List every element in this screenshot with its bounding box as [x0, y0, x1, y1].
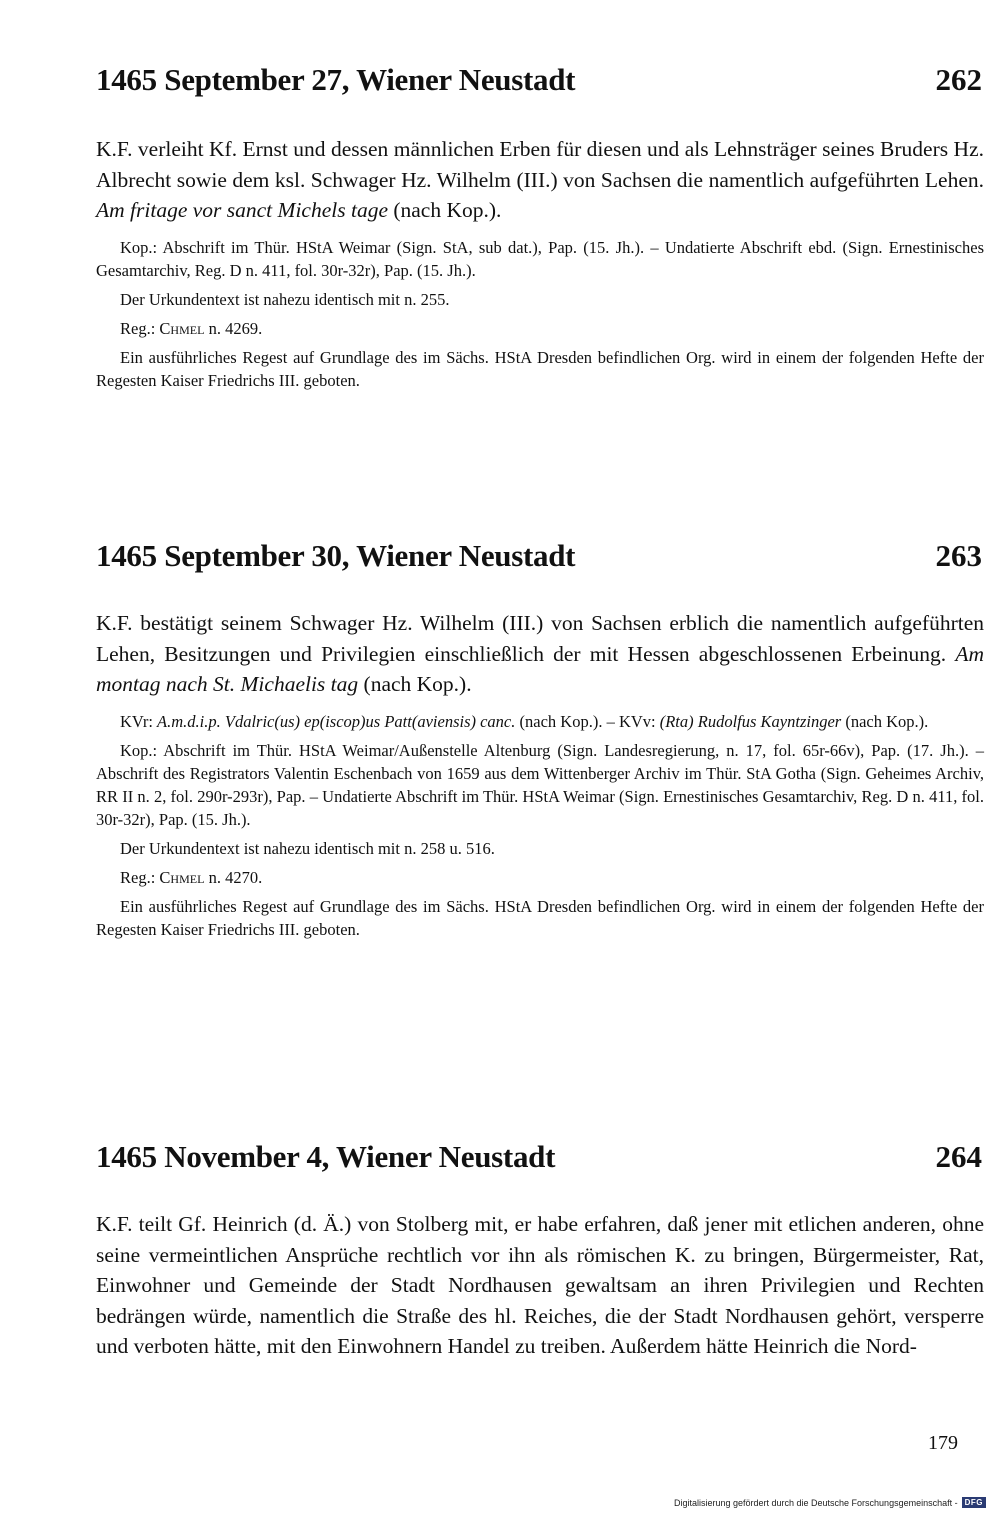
- regest-entry-262: [96, 62, 984, 392]
- reg-suffix: n. 4269.: [208, 318, 263, 338]
- reg-prefix: Reg.:: [120, 318, 156, 338]
- entry-header: [96, 538, 984, 588]
- kv-text: A.m.d.i.p. Vdalric(us) ep(iscop)us Patt(aviensis) canc.: [157, 711, 516, 731]
- entry-title: 1465 November 4, Wiener Neustadt: [96, 1139, 556, 1174]
- summary-tail: (nach Kop.).: [363, 672, 472, 696]
- text-note: Der Urkundentext ist nahezu identisch mit n. 255.: [120, 289, 450, 309]
- entry-number: 262: [935, 62, 982, 97]
- entry-title: 1465 September 30, Wiener Neustadt: [96, 538, 576, 573]
- kv-mid: (nach Kop.). – KVv:: [519, 711, 656, 731]
- entry-header: [96, 62, 984, 112]
- entry-title: 1465 September 27, Wiener Neustadt: [96, 62, 576, 97]
- regest-entry-263: [96, 538, 984, 941]
- summary-tail: (nach Kop.).: [393, 198, 502, 222]
- entry-summary: K.F. teilt Gf. Heinrich (d. Ä.) von Stolberg mit, er habe erfahren, daß jener mit etlichen anderen, ohne seine vermeintlichen Ansprüche rechtlich vor ihn als römischen K. zu bringen, Bürgermeister, Rat, Einwohner und Gemeinde der Stadt Nordhausen gewaltsam an ihren Privilegien und Rechten bedrängen würde, namentlich die Straße des hl. Reiches, die der Stadt Nordhausen gehört, versperre und verboten hätte, mit den Einwohnern Handel zu treiben. Außerdem hätte Heinrich die Nord-: [96, 1212, 984, 1358]
- footer-text: Digitalisierung gefördert durch die Deutsche Forschungsgemeinschaft -: [673, 1497, 958, 1508]
- entry-summary: [96, 134, 984, 226]
- dfg-logo: DFG: [962, 1497, 986, 1508]
- entry-number: 264: [935, 1139, 982, 1174]
- reg-note: [96, 317, 984, 340]
- reg-author: Chmel: [159, 318, 205, 338]
- entry-header: [96, 1139, 984, 1189]
- kv-prefix: KVr:: [120, 711, 153, 731]
- copy-note: Kop.: Abschrift im Thür. HStA Weimar (Sign. StA, sub dat.), Pap. (15. Jh.). – Undatierte Abschrift ebd. (Sign. Ernestinisches Gesamtarchiv, Reg. D n. 411, fol. 30r-32r), Pap. (15. Jh.).: [96, 237, 984, 280]
- reg-prefix: Reg.:: [120, 867, 156, 887]
- summary-text: K.F. bestätigt seinem Schwager Hz. Wilhelm (III.) von Sachsen erblich die namentlich aufgeführten Lehen, Besitzungen und Privilegien einschließlich der mit Hessen abgeschlossenen Erbeinung.: [96, 611, 984, 666]
- reg-note: [96, 866, 984, 889]
- entry-summary: [96, 608, 984, 700]
- reg-suffix: n. 4270.: [208, 867, 263, 887]
- copy-note: Kop.: Abschrift im Thür. HStA Weimar/Außenstelle Altenburg (Sign. Landesregierung, n. 17, fol. 65r-66v), Pap. (17. Jh.). – Abschrift des Registrators Valentin Eschenbach von 1659 aus dem Wittenberger Archiv im Thür. StA Gotha (Sign. Geheimes Archiv, RR II n. 2, fol. 290r-293r), Pap. – Undatierte Abschrift im Thür. HStA Weimar (Sign. Ernestinisches Gesamtarchiv, Reg. D n. 411, fol. 30r-32r), Pap. (15. Jh.).: [96, 740, 984, 829]
- page-number: 179: [928, 1432, 958, 1454]
- reg-author: Chmel: [159, 867, 205, 887]
- summary-date: Am fritage vor sanct Michels tage: [96, 198, 388, 222]
- kv-tail: (nach Kop.).: [845, 711, 929, 731]
- footer-credit: [674, 1497, 986, 1508]
- kv-text-2: (Rta) Rudolfus Kayntzinger: [659, 711, 842, 731]
- entry-number: 263: [935, 538, 982, 573]
- regest-note: Ein ausführliches Regest auf Grundlage des im Sächs. HStA Dresden befindlichen Org. wird in einem der folgenden Hefte der Regesten Kaiser Friedrichs III. geboten.: [96, 347, 984, 390]
- text-note: Der Urkundentext ist nahezu identisch mit n. 258 u. 516.: [120, 838, 495, 858]
- kv-note: [96, 710, 984, 733]
- summary-text: K.F. verleiht Kf. Ernst und dessen männlichen Erben für diesen und als Lehnsträger seines Bruders Hz. Albrecht sowie dem ksl. Schwager Hz. Wilhelm (III.) von Sachsen die namentlich aufgeführten Lehen.: [96, 137, 984, 192]
- summary-date: Am montag nach St. Michaelis tag: [96, 641, 984, 696]
- regest-note: Ein ausführliches Regest auf Grundlage des im Sächs. HStA Dresden befindlichen Org. wird in einem der folgenden Hefte der Regesten Kaiser Friedrichs III. geboten.: [96, 896, 984, 939]
- regest-entry-264: [96, 1139, 984, 1362]
